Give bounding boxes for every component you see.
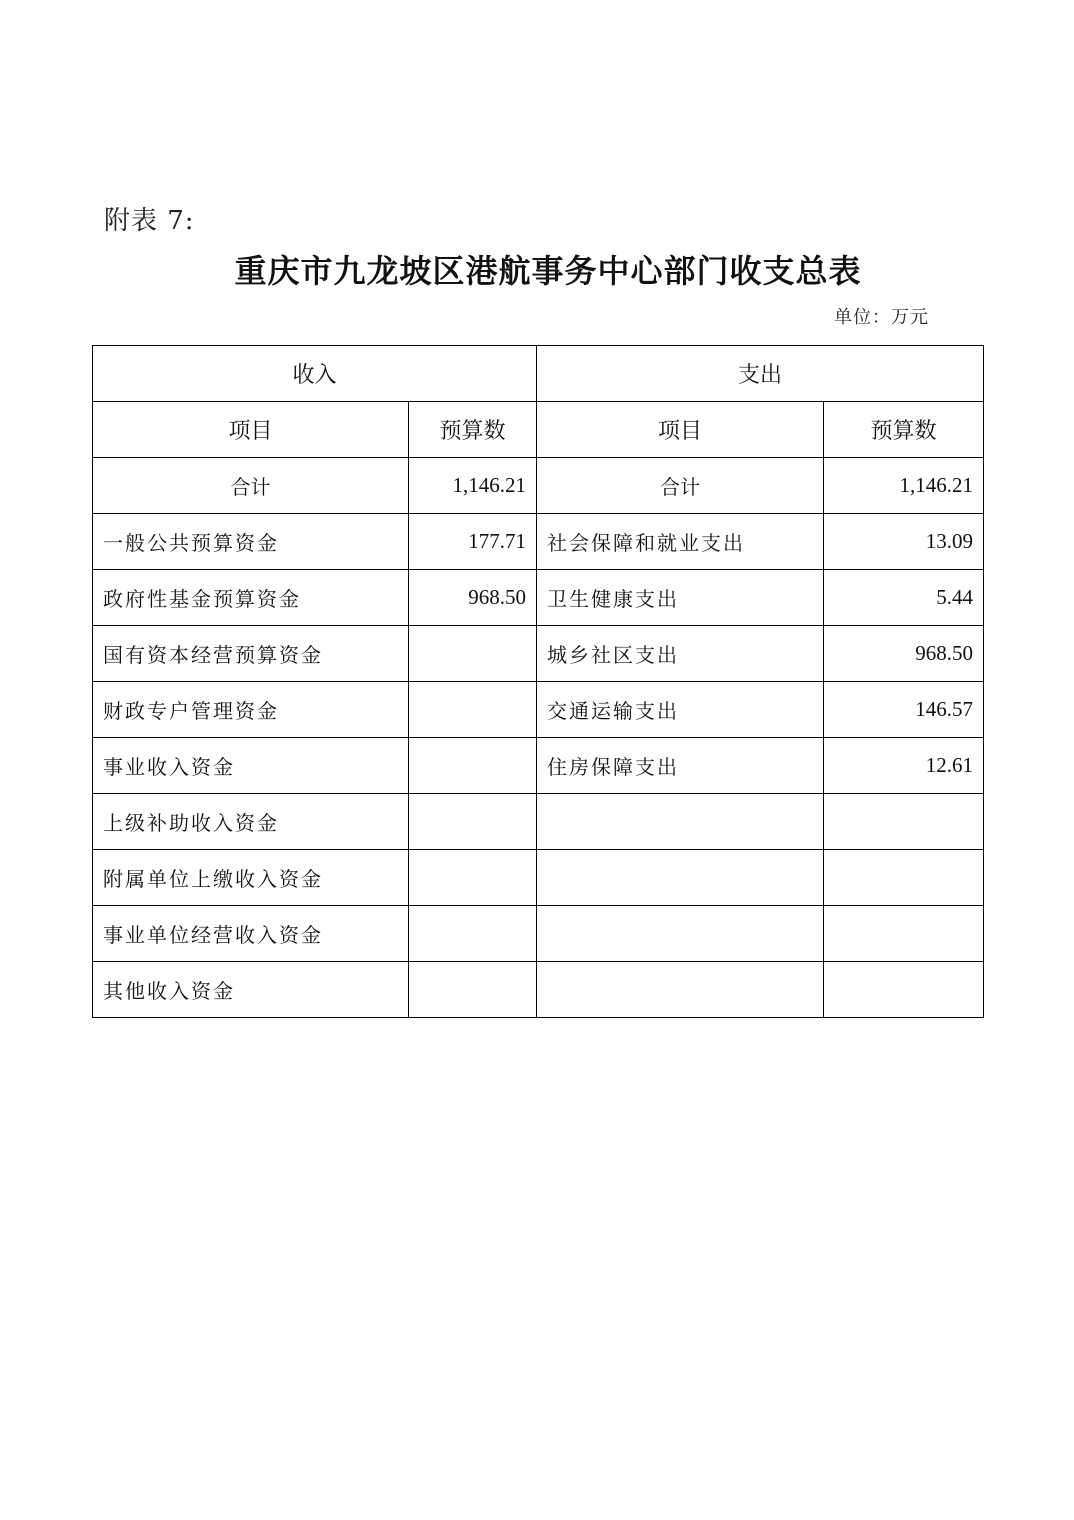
income-item: 事业收入资金 bbox=[93, 738, 409, 794]
income-value bbox=[409, 794, 537, 850]
income-item: 政府性基金预算资金 bbox=[93, 570, 409, 626]
expense-item bbox=[537, 850, 824, 906]
income-item: 其他收入资金 bbox=[93, 962, 409, 1018]
income-total-label: 合计 bbox=[93, 458, 409, 514]
table-row bbox=[93, 794, 984, 850]
expense-value: 13.09 bbox=[824, 514, 984, 570]
expense-value: 12.61 bbox=[824, 738, 984, 794]
expense-header: 支出 bbox=[537, 346, 984, 402]
table-row bbox=[93, 570, 984, 626]
table-header-row bbox=[93, 346, 984, 402]
expense-total-value: 1,146.21 bbox=[824, 458, 984, 514]
income-total-value: 1,146.21 bbox=[409, 458, 537, 514]
expense-budget-column-header: 预算数 bbox=[824, 402, 984, 458]
income-item: 国有资本经营预算资金 bbox=[93, 626, 409, 682]
expense-item: 交通运输支出 bbox=[537, 682, 824, 738]
income-header: 收入 bbox=[93, 346, 537, 402]
income-item: 附属单位上缴收入资金 bbox=[93, 850, 409, 906]
expense-value bbox=[824, 794, 984, 850]
expense-item: 城乡社区支出 bbox=[537, 626, 824, 682]
table-subheader-row bbox=[93, 402, 984, 458]
income-value bbox=[409, 682, 537, 738]
expense-item: 社会保障和就业支出 bbox=[537, 514, 824, 570]
expense-item bbox=[537, 962, 824, 1018]
budget-table bbox=[92, 345, 984, 1018]
income-value: 968.50 bbox=[409, 570, 537, 626]
table-row bbox=[93, 682, 984, 738]
expense-item: 住房保障支出 bbox=[537, 738, 824, 794]
expense-item bbox=[537, 794, 824, 850]
unit-label: 单位：万元 bbox=[834, 307, 929, 328]
table-row bbox=[93, 738, 984, 794]
table-row bbox=[93, 514, 984, 570]
income-value bbox=[409, 626, 537, 682]
attachment-label: 附表 7: bbox=[104, 206, 195, 236]
table-row bbox=[93, 626, 984, 682]
income-value bbox=[409, 962, 537, 1018]
income-item: 事业单位经营收入资金 bbox=[93, 906, 409, 962]
income-value bbox=[409, 906, 537, 962]
expense-item: 卫生健康支出 bbox=[537, 570, 824, 626]
income-value: 177.71 bbox=[409, 514, 537, 570]
income-item: 财政专户管理资金 bbox=[93, 682, 409, 738]
expense-value bbox=[824, 906, 984, 962]
income-value bbox=[409, 738, 537, 794]
expense-value bbox=[824, 962, 984, 1018]
income-budget-column-header: 预算数 bbox=[409, 402, 537, 458]
income-value bbox=[409, 850, 537, 906]
expense-total-label: 合计 bbox=[537, 458, 824, 514]
expense-value: 146.57 bbox=[824, 682, 984, 738]
income-item-column-header: 项目 bbox=[93, 402, 409, 458]
page-title: 重庆市九龙坡区港航事务中心部门收支总表 bbox=[234, 252, 862, 290]
income-item: 一般公共预算资金 bbox=[93, 514, 409, 570]
expense-value: 5.44 bbox=[824, 570, 984, 626]
table-row bbox=[93, 850, 984, 906]
expense-value bbox=[824, 850, 984, 906]
total-row bbox=[93, 458, 984, 514]
table-row bbox=[93, 962, 984, 1018]
income-item: 上级补助收入资金 bbox=[93, 794, 409, 850]
expense-value: 968.50 bbox=[824, 626, 984, 682]
table-row bbox=[93, 906, 984, 962]
expense-item bbox=[537, 906, 824, 962]
expense-item-column-header: 项目 bbox=[537, 402, 824, 458]
